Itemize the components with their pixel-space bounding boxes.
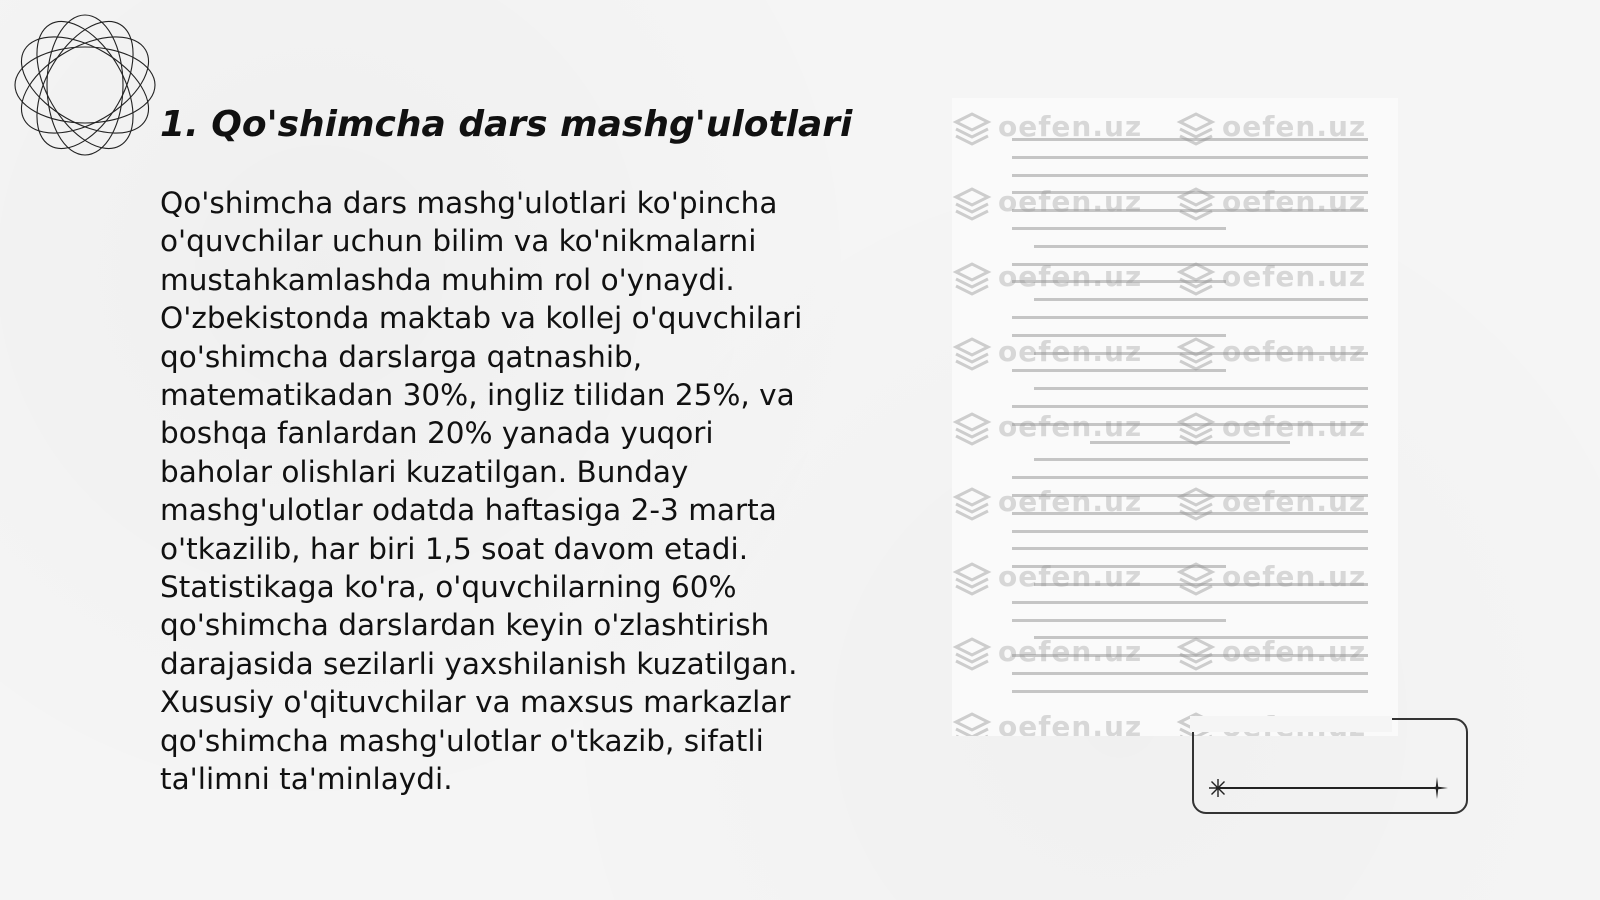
watermark-text: oefen.uz xyxy=(998,335,1143,368)
watermark-text: oefen.uz xyxy=(998,560,1143,593)
document-text-line xyxy=(1012,619,1226,622)
circular-ornament-icon xyxy=(10,10,160,160)
document-text-line xyxy=(1012,530,1368,533)
document-text-line xyxy=(1034,298,1368,301)
stacked-layers-logo-icon xyxy=(1176,183,1216,223)
stacked-layers-logo-icon xyxy=(952,333,992,373)
stacked-layers-logo-icon xyxy=(952,558,992,598)
stacked-layers-logo-icon xyxy=(1176,633,1216,673)
decorative-slider-card xyxy=(1192,718,1468,814)
watermark-text: oefen.uz xyxy=(1222,635,1367,668)
document-text-line xyxy=(1034,458,1368,461)
watermark-text: oefen.uz xyxy=(998,710,1143,736)
watermark-text: oefen.uz xyxy=(1222,410,1367,443)
document-image xyxy=(952,98,1398,736)
stacked-layers-logo-icon xyxy=(952,258,992,298)
stacked-layers-logo-icon xyxy=(952,708,992,736)
document-text-line xyxy=(1012,476,1368,479)
document-text-line xyxy=(1012,547,1368,550)
watermark-text: oefen.uz xyxy=(1222,560,1367,593)
stacked-layers-logo-icon xyxy=(1176,408,1216,448)
stacked-layers-logo-icon xyxy=(1176,483,1216,523)
slider-track xyxy=(1216,787,1438,789)
document-text-line xyxy=(1034,245,1368,248)
slide-body-text: Qo'shimcha dars mashg'ulotlari ko'pincha o'quvchilar uchun bilim va ko'nikmalarni mustahkamlashda muhim rol o'ynaydi. O'zbekistonda maktab va kollej o'quvchilari qo'shimcha darslarga qatnashib, matematikadan 30%, ingliz tilidan 25%, va boshqa fanlardan 20% yanada yuqori baholar olishlari kuzatilgan. Bunday mashg'ulotlar odatda haftasiga 2-3 marta o'tkazilib, har biri 1,5 soat davom etadi. Statistikaga ko'ra, o'quvchilarning 60% qo'shimcha darslardan keyin o'zlashtirish darajasida sezilarli yaxshilanish kuzatilgan. Xususiy o'qituvchilar va maxsus markazlar qo'shimcha mashg'ulotlar o'tkazib, sifatli ta'limni ta'minlaydi. xyxy=(160,186,803,797)
watermark-text: oefen.uz xyxy=(998,260,1143,293)
watermark-text: oefen.uz xyxy=(998,635,1143,668)
watermark-text: oefen.uz xyxy=(1222,185,1367,218)
document-text-line xyxy=(1012,227,1226,230)
sparkle-icon xyxy=(1208,778,1228,798)
stacked-layers-logo-icon xyxy=(952,408,992,448)
watermark-text: oefen.uz xyxy=(998,185,1143,218)
document-text-line xyxy=(1012,174,1368,177)
stacked-layers-logo-icon xyxy=(1176,108,1216,148)
watermark-text: oefen.uz xyxy=(1222,260,1367,293)
watermark-text: oefen.uz xyxy=(998,410,1143,443)
document-text-line xyxy=(1012,156,1368,159)
watermark-text: oefen.uz xyxy=(1222,110,1367,143)
stacked-layers-logo-icon xyxy=(952,108,992,148)
document-text-line xyxy=(1012,316,1368,319)
document-text-line xyxy=(1012,601,1368,604)
document-text-line xyxy=(1012,690,1368,693)
stacked-layers-logo-icon xyxy=(1176,258,1216,298)
cross-star-icon xyxy=(1426,777,1448,799)
watermark-text: oefen.uz xyxy=(1222,485,1367,518)
watermark-text: oefen.uz xyxy=(998,110,1143,143)
stacked-layers-logo-icon xyxy=(1176,558,1216,598)
watermark-text: oefen.uz xyxy=(998,485,1143,518)
stacked-layers-logo-icon xyxy=(1176,333,1216,373)
watermark-text: oefen.uz xyxy=(1222,335,1367,368)
stacked-layers-logo-icon xyxy=(952,183,992,223)
document-text-line xyxy=(1034,387,1368,390)
slide-title: 1. Qo'shimcha dars mashg'ulotlari xyxy=(160,104,853,145)
stacked-layers-logo-icon xyxy=(952,633,992,673)
stacked-layers-logo-icon xyxy=(952,483,992,523)
